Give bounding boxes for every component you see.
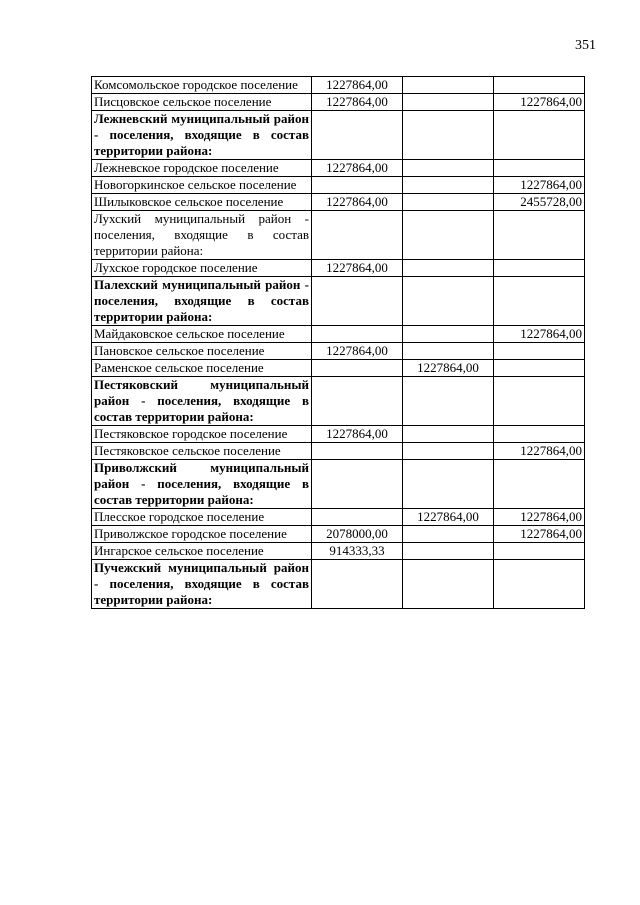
amount-cell-1 bbox=[312, 509, 403, 526]
settlement-name-cell: Майдаковское сельское поселение bbox=[92, 326, 312, 343]
settlement-name-cell: Пучежский муниципальный район - поселения, входящие в состав территории района: bbox=[92, 560, 312, 609]
amount-cell-3 bbox=[494, 426, 585, 443]
settlement-name-cell: Ингарское сельское поселение bbox=[92, 543, 312, 560]
amount-cell-2 bbox=[403, 111, 494, 160]
amount-cell-2 bbox=[403, 343, 494, 360]
amount-cell-1 bbox=[312, 443, 403, 460]
settlement-name-cell: Пестяковское городское поселение bbox=[92, 426, 312, 443]
district-header-row bbox=[92, 377, 585, 426]
amount-cell-1: 1227864,00 bbox=[312, 343, 403, 360]
amount-cell-1 bbox=[312, 377, 403, 426]
amount-cell-2 bbox=[403, 426, 494, 443]
amount-cell-1: 1227864,00 bbox=[312, 77, 403, 94]
amount-cell-3: 1227864,00 bbox=[494, 326, 585, 343]
amount-cell-1 bbox=[312, 177, 403, 194]
table-row bbox=[92, 160, 585, 177]
amount-cell-3 bbox=[494, 77, 585, 94]
settlement-name-cell: Приволжский муниципальный район - поселения, входящие в состав территории района: bbox=[92, 460, 312, 509]
amount-cell-2 bbox=[403, 277, 494, 326]
settlement-name-cell: Лухское городское поселение bbox=[92, 260, 312, 277]
amount-cell-1 bbox=[312, 277, 403, 326]
amount-cell-1: 1227864,00 bbox=[312, 260, 403, 277]
settlement-name-cell: Плесское городское поселение bbox=[92, 509, 312, 526]
amount-cell-3 bbox=[494, 543, 585, 560]
table-row bbox=[92, 77, 585, 94]
amount-cell-3 bbox=[494, 460, 585, 509]
amount-cell-2 bbox=[403, 560, 494, 609]
amount-cell-1: 2078000,00 bbox=[312, 526, 403, 543]
table-row bbox=[92, 526, 585, 543]
amount-cell-3: 1227864,00 bbox=[494, 94, 585, 111]
amount-cell-1 bbox=[312, 360, 403, 377]
table-row bbox=[92, 543, 585, 560]
table-row bbox=[92, 211, 585, 260]
table-row bbox=[92, 426, 585, 443]
amount-cell-1: 1227864,00 bbox=[312, 194, 403, 211]
settlement-name-cell: Писцовское сельское поселение bbox=[92, 94, 312, 111]
table-row bbox=[92, 260, 585, 277]
amount-cell-3 bbox=[494, 260, 585, 277]
amount-cell-2 bbox=[403, 194, 494, 211]
amount-cell-2 bbox=[403, 526, 494, 543]
settlement-name-cell: Новогоркинское сельское поселение bbox=[92, 177, 312, 194]
settlement-name-cell: Шилыковское сельское поселение bbox=[92, 194, 312, 211]
amount-cell-2 bbox=[403, 211, 494, 260]
amount-cell-3: 1227864,00 bbox=[494, 443, 585, 460]
amount-cell-2 bbox=[403, 543, 494, 560]
settlement-name-cell: Пановское сельское поселение bbox=[92, 343, 312, 360]
settlement-name-cell: Раменское сельское поселение bbox=[92, 360, 312, 377]
district-header-row bbox=[92, 460, 585, 509]
amount-cell-3 bbox=[494, 377, 585, 426]
amount-cell-1 bbox=[312, 560, 403, 609]
amount-cell-1: 1227864,00 bbox=[312, 160, 403, 177]
amount-cell-3: 1227864,00 bbox=[494, 177, 585, 194]
amount-cell-2 bbox=[403, 77, 494, 94]
amount-cell-3: 2455728,00 bbox=[494, 194, 585, 211]
amount-cell-2 bbox=[403, 177, 494, 194]
settlement-name-cell: Комсомольское городское поселение bbox=[92, 77, 312, 94]
amount-cell-3 bbox=[494, 277, 585, 326]
amount-cell-3 bbox=[494, 111, 585, 160]
settlement-name-cell: Приволжское городское поселение bbox=[92, 526, 312, 543]
amount-cell-3: 1227864,00 bbox=[494, 509, 585, 526]
amount-cell-3 bbox=[494, 160, 585, 177]
settlement-name-cell: Лежневское городское поселение bbox=[92, 160, 312, 177]
table-row bbox=[92, 360, 585, 377]
amount-cell-1: 1227864,00 bbox=[312, 426, 403, 443]
settlements-table bbox=[91, 76, 585, 609]
table-row bbox=[92, 177, 585, 194]
table-row bbox=[92, 443, 585, 460]
settlement-name-cell: Лухский муниципальный район - поселения, входящие в состав территории района: bbox=[92, 211, 312, 260]
amount-cell-2 bbox=[403, 326, 494, 343]
amount-cell-2: 1227864,00 bbox=[403, 360, 494, 377]
amount-cell-1 bbox=[312, 460, 403, 509]
amount-cell-3 bbox=[494, 360, 585, 377]
amount-cell-2 bbox=[403, 377, 494, 426]
table-row bbox=[92, 326, 585, 343]
amount-cell-3: 1227864,00 bbox=[494, 526, 585, 543]
settlement-name-cell: Пестяковский муниципальный район - поселения, входящие в состав территории района: bbox=[92, 377, 312, 426]
amount-cell-1 bbox=[312, 111, 403, 160]
amount-cell-2 bbox=[403, 94, 494, 111]
settlement-name-cell: Палехский муниципальный район - поселения, входящие в состав территории района: bbox=[92, 277, 312, 326]
table-row bbox=[92, 343, 585, 360]
amount-cell-1 bbox=[312, 326, 403, 343]
amount-cell-3 bbox=[494, 343, 585, 360]
amount-cell-3 bbox=[494, 211, 585, 260]
amount-cell-2 bbox=[403, 160, 494, 177]
amount-cell-2: 1227864,00 bbox=[403, 509, 494, 526]
amount-cell-2 bbox=[403, 260, 494, 277]
table-row bbox=[92, 94, 585, 111]
amount-cell-1: 1227864,00 bbox=[312, 94, 403, 111]
amount-cell-2 bbox=[403, 460, 494, 509]
settlement-name-cell: Лежневский муниципальный район - поселения, входящие в состав территории района: bbox=[92, 111, 312, 160]
district-header-row bbox=[92, 111, 585, 160]
table-row bbox=[92, 194, 585, 211]
table-row bbox=[92, 509, 585, 526]
amount-cell-2 bbox=[403, 443, 494, 460]
page-number: 351 bbox=[575, 38, 596, 53]
amount-cell-1: 914333,33 bbox=[312, 543, 403, 560]
district-header-row bbox=[92, 560, 585, 609]
settlement-name-cell: Пестяковское сельское поселение bbox=[92, 443, 312, 460]
amount-cell-3 bbox=[494, 560, 585, 609]
district-header-row bbox=[92, 277, 585, 326]
amount-cell-1 bbox=[312, 211, 403, 260]
